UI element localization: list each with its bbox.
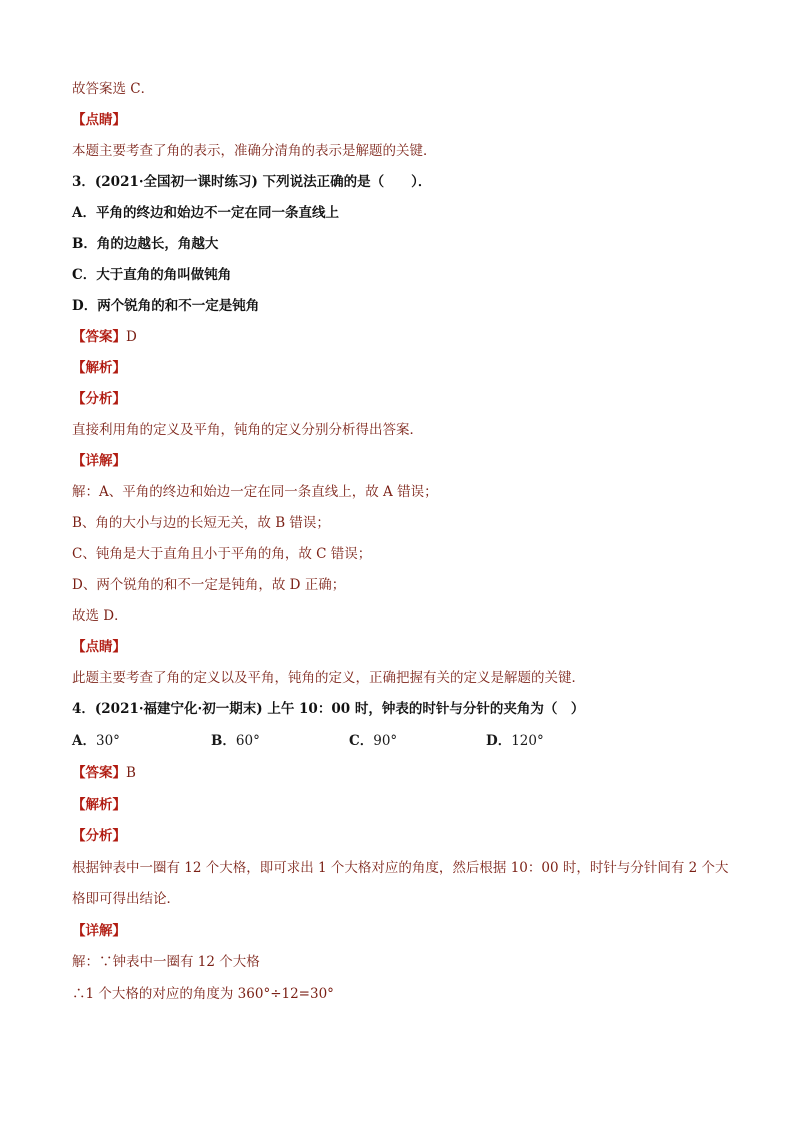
option-value: 90° [373, 733, 398, 749]
answer-3-line [72, 327, 724, 347]
answer-value: B [126, 765, 136, 781]
dianjing-text: 本题主要考查了角的表示，准确分清角的表示是解题的关键． [72, 143, 437, 159]
xiangjie-2-line-1: 解：∵钟表中一圈有 12 个大格 [72, 954, 260, 970]
question-4-option-d [486, 731, 544, 751]
xiangjie-line-3: C、钝角是大于直角且小于平角的角，故 C 错误； [72, 546, 372, 562]
option-label: D． [486, 733, 512, 749]
jiexi-heading: 【解析】 [72, 360, 126, 376]
question-3-option-b: B．角的边越长，角越大 [72, 236, 219, 252]
fenxi-text-2a: 根据钟表中一圈有 12 个大格，即可求出 1 个大格对应的角度，然后根据 10：00 时，时针与分针间有 2 个大 [72, 860, 729, 876]
question-3-stem: 3．(2021·全国初一课时练习) 下列说法正确的是（ ）． [72, 174, 432, 190]
answer-tag: 【答案】 [72, 329, 126, 345]
question-4-stem: 4．(2021·福建宁化·初一期末) 上午 10：00 时，钟表的时针与分针的夹角为（ ） [72, 701, 585, 717]
answer-value: D [126, 329, 137, 345]
conclusion-line: 故答案选 C． [72, 81, 155, 97]
dianjing-heading: 【点睛】 [72, 112, 126, 128]
option-label: C． [349, 733, 374, 749]
fenxi-heading: 【分析】 [72, 391, 126, 407]
question-3-option-d: D．两个锐角的和不一定是钝角 [72, 298, 260, 314]
option-value: 60° [235, 733, 260, 749]
answer-tag: 【答案】 [72, 765, 126, 781]
fenxi-text: 直接利用角的定义及平角，钝角的定义分别分析得出答案． [72, 422, 423, 438]
question-3-option-c: C．大于直角的角叫做钝角 [72, 267, 232, 283]
xiangjie-line-2: B、角的大小与边的长短无关，故 B 错误； [72, 515, 330, 531]
answer-4-line [72, 763, 724, 783]
dianjing-heading-2: 【点睛】 [72, 639, 126, 655]
xiangjie-2-line-2: ∴1 个大格的对应的角度为 360°÷12=30° [72, 986, 334, 1002]
question-4-option-c [349, 731, 397, 751]
xiangjie-heading-2: 【详解】 [72, 923, 126, 939]
option-label: B． [211, 733, 236, 749]
xiangjie-line-4: D、两个锐角的和不一定是钝角，故 D 正确； [72, 577, 346, 593]
question-4-option-a [72, 731, 120, 751]
xiangjie-line-1: 解：A、平角的终边和始边一定在同一条直线上，故 A 错误； [72, 484, 438, 500]
dianjing-text-2: 此题主要考查了角的定义以及平角，钝角的定义，正确把握有关的定义是解题的关键． [72, 670, 585, 686]
jiexi-heading-2: 【解析】 [72, 797, 126, 813]
fenxi-heading-2: 【分析】 [72, 828, 126, 844]
option-value: 30° [95, 733, 120, 749]
option-label: A． [72, 733, 96, 749]
xiangjie-heading: 【详解】 [72, 453, 126, 469]
question-4-option-b [211, 731, 260, 751]
question-3-option-a: A．平角的终边和始边不一定在同一条直线上 [72, 205, 339, 221]
option-value: 120° [511, 733, 544, 749]
fenxi-text-2b: 格即可得出结论． [72, 891, 180, 907]
xiangjie-line-5: 故选 D． [72, 608, 128, 624]
